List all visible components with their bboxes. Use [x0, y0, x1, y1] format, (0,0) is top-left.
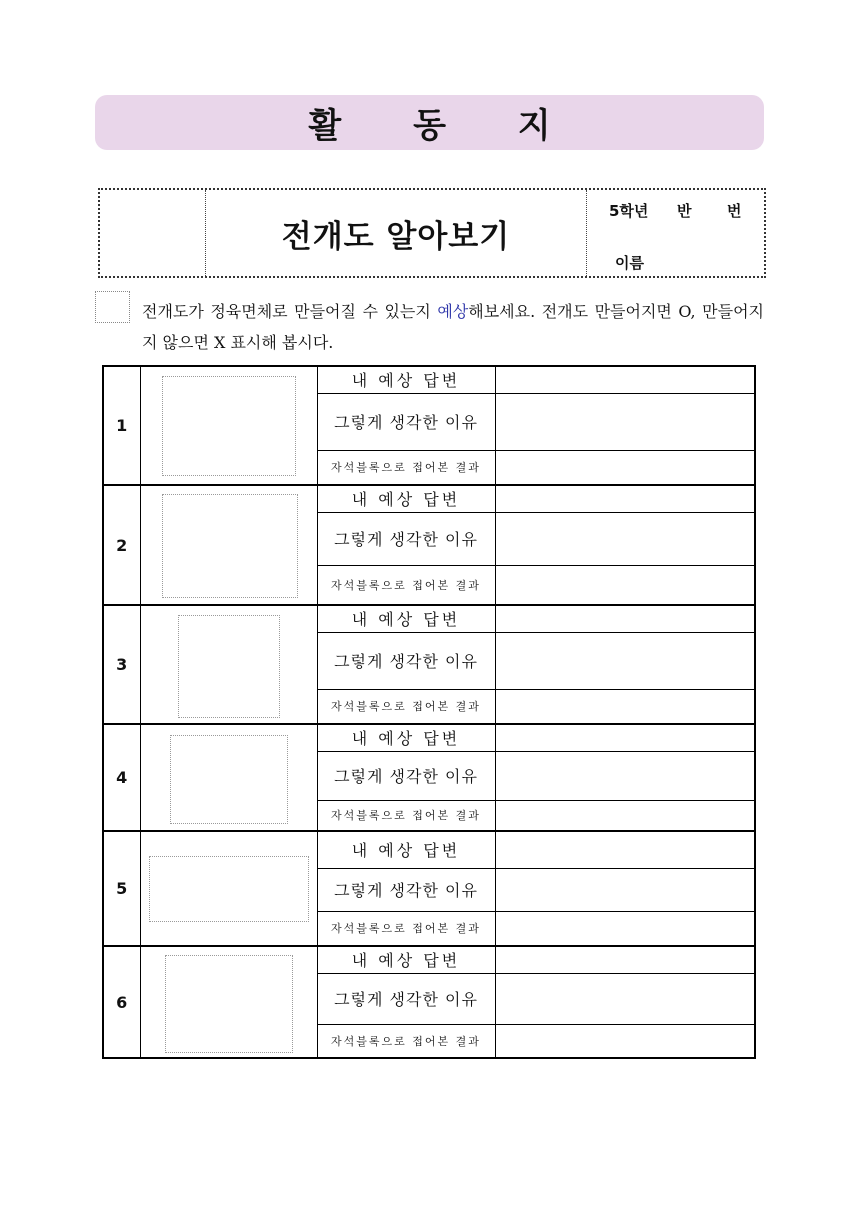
prediction-label: 내 예상 답변 [317, 946, 495, 973]
result-answer-field[interactable] [495, 450, 755, 485]
result-answer-field[interactable] [495, 911, 755, 946]
name-label: 이름 [615, 254, 644, 272]
net-image-cell [140, 485, 317, 605]
net-image-placeholder [165, 955, 293, 1053]
net-image-cell [140, 724, 317, 831]
reason-label: 그렇게 생각한 이유 [317, 512, 495, 565]
prediction-answer-field[interactable] [495, 831, 755, 868]
prediction-label: 내 예상 답변 [317, 366, 495, 393]
result-label: 자석블록으로 접어본 결과 [317, 689, 495, 724]
reason-answer-field[interactable] [495, 393, 755, 450]
result-label: 자석블록으로 접어본 결과 [317, 911, 495, 946]
result-answer-field[interactable] [495, 800, 755, 831]
problem-row [103, 366, 755, 393]
net-image-placeholder [149, 856, 309, 922]
problem-number: 4 [103, 724, 140, 831]
reason-label: 그렇게 생각한 이유 [317, 973, 495, 1024]
result-answer-field[interactable] [495, 1024, 755, 1058]
grade-label: 5학년 [609, 202, 649, 220]
reason-label: 그렇게 생각한 이유 [317, 632, 495, 689]
prediction-label: 내 예상 답변 [317, 724, 495, 751]
student-info-cell [587, 190, 764, 276]
net-image-cell [140, 605, 317, 724]
problem-number: 3 [103, 605, 140, 724]
reason-label: 그렇게 생각한 이유 [317, 751, 495, 800]
result-answer-field[interactable] [495, 565, 755, 605]
problem-row [103, 831, 755, 868]
net-image-cell [140, 946, 317, 1058]
reason-answer-field[interactable] [495, 512, 755, 565]
result-label: 자석블록으로 접어본 결과 [317, 565, 495, 605]
net-image-placeholder [178, 615, 280, 718]
prediction-label: 내 예상 답변 [317, 485, 495, 512]
banner-title: 활 동 지 [308, 106, 581, 146]
instruction-marker-box [95, 291, 130, 323]
reason-answer-field[interactable] [495, 868, 755, 911]
result-answer-field[interactable] [495, 689, 755, 724]
header-blank-cell [100, 190, 206, 276]
header-title-cell [206, 190, 587, 276]
problem-row [103, 724, 755, 751]
net-image-placeholder [162, 494, 298, 598]
prediction-answer-field[interactable] [495, 605, 755, 632]
instruction-part-2: 해보세요. 전개도 만들어지면 O, 만들어지지 않으면 X 표시해 봅시다. [142, 302, 764, 352]
reason-label: 그렇게 생각한 이유 [317, 393, 495, 450]
problem-number: 1 [103, 366, 140, 485]
problem-row [103, 946, 755, 973]
problem-row [103, 605, 755, 632]
result-label: 자석블록으로 접어본 결과 [317, 450, 495, 485]
result-label: 자석블록으로 접어본 결과 [317, 800, 495, 831]
instruction-part-1: 전개도가 정육면체로 만들어질 수 있는지 [142, 302, 438, 321]
problem-row [103, 485, 755, 512]
instruction-text [142, 296, 764, 358]
result-label: 자석블록으로 접어본 결과 [317, 1024, 495, 1058]
prediction-label: 내 예상 답변 [317, 831, 495, 868]
class-label: 반 [677, 202, 692, 220]
net-image-cell [140, 831, 317, 946]
net-image-placeholder [162, 376, 296, 476]
reason-answer-field[interactable] [495, 973, 755, 1024]
prediction-answer-field[interactable] [495, 724, 755, 751]
prediction-answer-field[interactable] [495, 485, 755, 512]
problem-number: 6 [103, 946, 140, 1058]
reason-answer-field[interactable] [495, 751, 755, 800]
net-image-placeholder [170, 735, 288, 824]
reason-answer-field[interactable] [495, 632, 755, 689]
reason-label: 그렇게 생각한 이유 [317, 868, 495, 911]
number-label: 번 [727, 202, 742, 220]
worksheet-banner [95, 95, 764, 150]
worksheet-title: 전개도 알아보기 [281, 218, 511, 255]
header-box [98, 188, 766, 278]
problem-number: 2 [103, 485, 140, 605]
prediction-answer-field[interactable] [495, 946, 755, 973]
problem-table [102, 365, 756, 1059]
prediction-answer-field[interactable] [495, 366, 755, 393]
prediction-label: 내 예상 답변 [317, 605, 495, 632]
problem-number: 5 [103, 831, 140, 946]
net-image-cell [140, 366, 317, 485]
instruction-highlight: 예상 [437, 302, 469, 321]
